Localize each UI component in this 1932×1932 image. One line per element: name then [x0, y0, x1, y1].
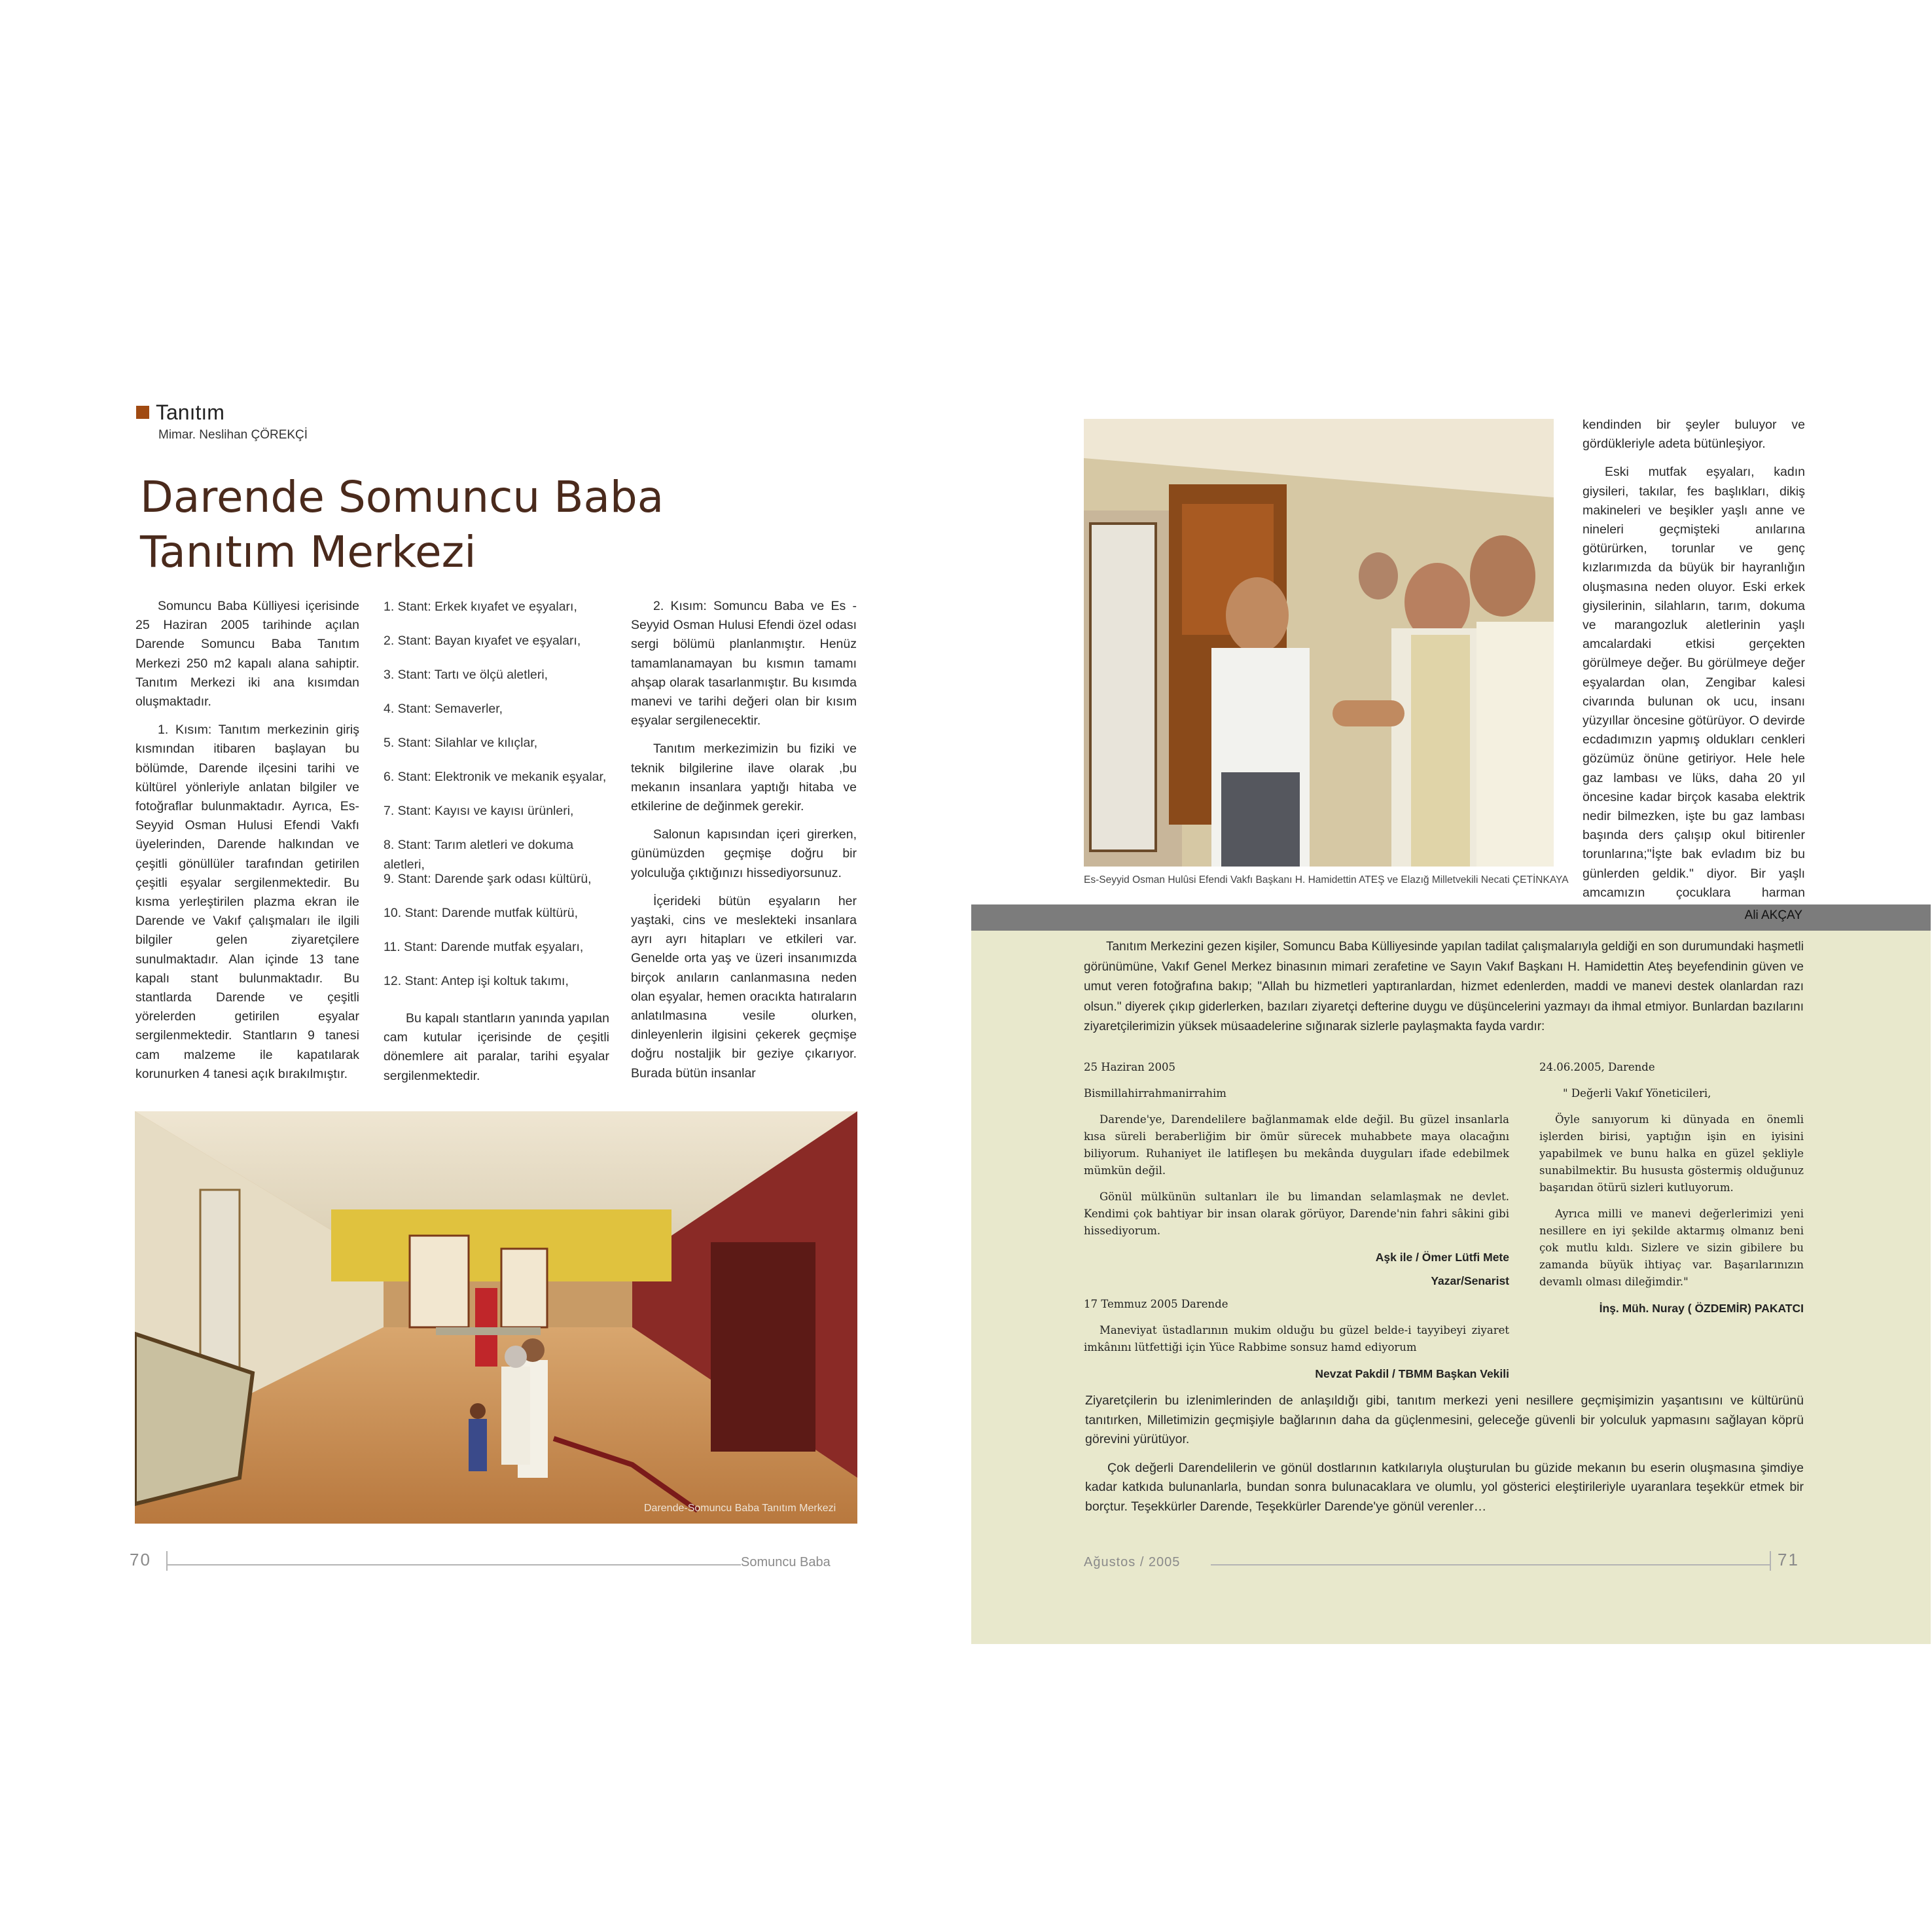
entry-salutation: " Değerli Vakıf Yöneticileri, [1563, 1087, 1711, 1100]
paragraph: Ziyaretçilerin bu izlenimlerinden de anlaşıldığı gibi, tanıtım merkezi yeni nesillere geçmişimizin yaşantısını ve kültürünü tanıtırken, Milletimizin geçmişiyle bağlarının daha da güçlenmesini, geleceğe güvenli bir yolculuk yapmasını sağlayan köprü görevini yürütüyor. [1085, 1393, 1804, 1446]
entry-paragraph: Darende'ye, Darendelilere bağlanmamak elde değil. Bu güzel insanlarla kısa süreli beraberliğim bir ömür sürecek muhabbete maya olacağını biliyorum. Ruhaniyet ile latifleşen bu mekânda duyguları ifade edebilmek mümkün değil. [1084, 1113, 1509, 1177]
section-tag [136, 401, 224, 425]
paragraph: 2. Kısım: Somuncu Baba ve Es - Seyyid Osman Hulusi Efendi özel odası sergi bölümü planlanmıştır. Henüz tamamlanamayan bu kısmın tamamı ahşap olarak tasarlanmıştır. Bu kısımda manevi ve tarihi değeri olan bir kısım eşyalar sergilenecektir. [631, 599, 857, 728]
list-item: 10. Stant: Darende mutfak kültürü, [384, 906, 578, 920]
list-item: 11. Stant: Darende mutfak eşyaları, [384, 940, 584, 954]
photo-caption: Darende-Somuncu Baba Tanıtım Merkezi [644, 1503, 836, 1514]
footer-mark [166, 1551, 168, 1571]
entry-signature-title: Yazar/Senarist [1431, 1274, 1509, 1287]
paragraph: Bu kapalı stantların yanında yapılan cam kutular içerisinde de çeşitli dönemlere ait paralar, tarihi eşyalar sergilenmektedir. [384, 1011, 609, 1083]
paragraph: Çok değerli Darendelilerin ve gönül dostlarının katkılarıyla oluşturulan bu güzide mekanın bu eserin oluşmasına şimdiye kadar katkıda bulunanlarla, bundan sonra bulunacaklara ve olumlu, yol gösterici eleştirileriyle uyaranlara teşekkür etmek bir borçtur. Teşekkürler Darende, Teşekkürler Darende'ye gönül verenler… [1085, 1460, 1804, 1514]
entry-date: 24.06.2005, Darende [1539, 1061, 1655, 1073]
list-item: 3. Stant: Tartı ve ölçü aletleri, [384, 668, 548, 682]
section-square-icon [136, 406, 149, 419]
footer-date: Ağustos / 2005 [1084, 1555, 1181, 1569]
entry-date: 17 Temmuz 2005 Darende [1084, 1298, 1228, 1310]
title-line-2: Tanıtım Merkezi [140, 527, 476, 577]
page-number-left: 70 [130, 1550, 151, 1569]
paragraph: Tanıtım Merkezini gezen kişiler, Somuncu Baba Külliyesinde yapılan tadilat çalışmalarıyla geldiği en son durumundaki haşmetli görünümüne, Vakıf Genel Merkez binasının mimari zerafetine ve Sayın Vakıf Başkanı H. Hamidettin Ateş beyefendinin güven ve umut veren fotoğrafına bakıp; "Allah bu hizmetleri yaptıranlardan, hizmet edenlerden, maddi ve manevi destek olanlardan razı olsun." diyerek çıkıp giderlerken, bazıları ziyaretçi defterine duygu ve düşüncelerini yazmayı da ihmal etmiyor. Bunlardan bazılarını ziyaretçilerimizin yüksek müsaadelerine sığınarak sizlerle paylaşmakta fayda vardır: [1084, 940, 1804, 1033]
article-title [140, 470, 664, 580]
list-item: 2. Stant: Bayan kıyafet ve eşyaları, [384, 634, 581, 648]
paragraph: Salonun kapısından içeri girerken, günümüzden geçmişe doğru bir yolculuğa çıktığınızı hissediyorsunuz. [631, 827, 857, 880]
paragraph: 1. Kısım: Tanıtım merkezinin giriş kısmından itibaren başlayan bu bölümde, Darende ilçesini tarihi ve kültürel yönleriyle anlatan bilgiler ve fotoğraflar bulunmaktadır. Ayrıca, Es-Seyyid Osman Hulusi Efendi Vakfı üyelerinden, Darende halkından ve çeşitli gönüllüler tarafından getirilen çeşitli eşyalar sergilenmektedir. Bu kısma yerleştirilen plazma ekran ile Darende ve Vakıf çalışmaları ile ilgili bilgiler gelen ziyaretçilere sunulmaktadır. Alan içinde 13 tane kapalı stant bulunmaktadır. Bu stantlarda Darende ve çeşitli yörelerden getirilen eşyalar sergilenmektedir. Stantların 9 tanesi cam malzeme ile kapatılarak korunurken 4 tanesi açık bırakılmıştır. [135, 723, 359, 1081]
entry-date: 25 Haziran 2005 [1084, 1061, 1176, 1073]
panel-intro [1084, 937, 1804, 1037]
paragraph: Tanıtım merkezimizin bu fiziki ve teknik bilgilerine ilave olarak ,bu mekanın insanlara yaptığı hitaba ve etkilerine de değinmek gerekir. [631, 742, 857, 814]
visitors-photo [1084, 419, 1554, 867]
page-number-right: 71 [1778, 1550, 1799, 1569]
entry-paragraph: Gönül mülkünün sultanları ile bu limandan selamlaşmak ne devlet. Kendimi çok bahtiyar bir insan olarak görüyor, Darende'nin fahri sâkini gibi hissediyorum. [1084, 1190, 1509, 1237]
visitor-entries-right [1539, 1059, 1804, 1323]
list-item: 4. Stant: Semaverler, [384, 702, 503, 716]
section-label: Tanıtım [156, 401, 224, 424]
entry-signature: Nevzat Pakdil / TBMM Başkan Vekili [1315, 1367, 1509, 1380]
footer-mark [1770, 1551, 1771, 1571]
article-author: Mimar. Neslihan ÇÖREKÇİ [158, 428, 308, 442]
bar-author: Ali AKÇAY [1744, 908, 1802, 922]
entry-paragraph: Maneviyat üstadlarının mukim olduğu bu güzel belde-i tayyibeyi ziyaret imkânını lütfettiği için Yüce Rabbime sonsuz hamd ediyorum [1084, 1324, 1509, 1353]
paragraph: kendinden bir şeyler buluyor ve gördükleriyle adeta bütünleşiyor. [1583, 418, 1805, 452]
title-line-1: Darende Somuncu Baba [140, 472, 664, 522]
list-item: 1. Stant: Erkek kıyafet ve eşyaları, [384, 599, 577, 614]
list-item: 12. Stant: Antep işi koltuk takımı, [384, 974, 569, 988]
list-item: 5. Stant: Silahlar ve kılıçlar, [384, 736, 538, 750]
photo-caption-top: Es-Seyyid Osman Hulûsi Efendi Vakfı Başkanı H. Hamidettin ATEŞ ve Elazığ Milletvekili Necati ÇETİNKAYA [1084, 874, 1569, 885]
paragraph: Somuncu Baba Külliyesi içerisinde 25 Haziran 2005 tarihinde açılan Darende Somuncu Baba Tanıtım Merkezi 250 m2 kapalı alana sahiptir. Tanıtım Merkezi iki ana kısımdan oluşmaktadır. [135, 599, 359, 709]
entry-paragraph: Öyle sanıyorum ki dünyada en önemli işlerden birisi, yaptığın işin en iyisini yapabilmek ve bunu halka en güzel şekliyle sunabilmektir. Bu hususta göstermiş olduğunuz başarıdan ötürü sizleri kutluyorum. [1539, 1113, 1804, 1194]
list-item: 8. Stant: Tarım aletleri ve dokuma aletleri, [384, 838, 574, 872]
entry-signature: İnş. Müh. Nuray ( ÖZDEMİR) PAKATCI [1599, 1302, 1804, 1315]
list-item: 9. Stant: Darende şark odası kültürü, [384, 872, 592, 886]
stant-list [384, 597, 609, 1005]
entry-signature: Aşk ile / Ömer Lütfi Mete [1375, 1251, 1509, 1264]
footer-line [168, 1564, 741, 1565]
text-column-right [1583, 416, 1805, 931]
entry-paragraph: Ayrıca milli ve manevi değerlerimizi yeni nesillere en iyi şekilde aktarmış olmanız beni çok mutlu kıldı. Sizlere ve sizin gibilere bu zamanda büyük ihtiyaç var. Başarılarınızın devamlı olması dileğimdir." [1539, 1208, 1804, 1288]
paragraph: İçerideki bütün eşyaların her yaştaki, cins ve meslekteki insanlara ayrı ayrı hitapları ve etkileri var. Genelde orta yaş ve üzeri insanımızda birçok anıların canlanmasına neden olan eşyalar, hemen oracıkta hatıraların anlatılmasına vesile olurken, dinleyenlerin ilgisini çekerek geçmişe doğru nostaljik bir geziye çıkarıyor. Burada bütün insanlar [631, 893, 857, 1081]
footer-line [1211, 1564, 1770, 1565]
footer-publication: Somuncu Baba [741, 1555, 831, 1569]
text-column-2 [384, 597, 609, 1095]
visitor-entries-left [1084, 1059, 1509, 1389]
text-column-1 [135, 597, 359, 1093]
list-item: 6. Stant: Elektronik ve mekanik eşyalar, [384, 770, 607, 784]
exhibition-hall-photo [135, 1111, 857, 1524]
paragraph: Eski mutfak eşyaları, kadın giysileri, takılar, fes başlıkları, dikiş makineleri ve beşikler yaşlı anne ve nineleri geçmişteki anılarına götürürken, torunlar ve genç kızlarımızda da büyük bir hayranlığın oluşmasına neden oluyor. Eski erkek giysilerinin, silahların, tarım, dokuma ve marangozluk aletlerinin yaşlı amcalardaki etkisi gerçekten görülmeye değer. Bu görülmeye değer eşyalardan olan, Zengibar kalesi civarında bulunan ok ucu, insanı yüzyıllar öncesine götürüyor. O devirde ecdadımızın yapmış oldukları cenkleri gözümüz önüne getiriyor. Hele hele gaz lambası ve lüks, daha 20 yıl öncesine kadar birçok kasaba elektrik nedir bilmezken, işte bu gaz lambası başında ders çalışıp okul bitirenler torunlarına;"İşte bak evladım biz bu günlerden geldik." diyor. Bir yaşlı amcamızın çocuklara harman [1583, 465, 1805, 900]
list-item: 7. Stant: Kayısı ve kayısı ürünleri, [384, 804, 574, 818]
text-column-3 [631, 597, 857, 1092]
entry-salutation: Bismillahirrahmanirrahim [1084, 1087, 1226, 1100]
panel-outro [1085, 1391, 1804, 1526]
